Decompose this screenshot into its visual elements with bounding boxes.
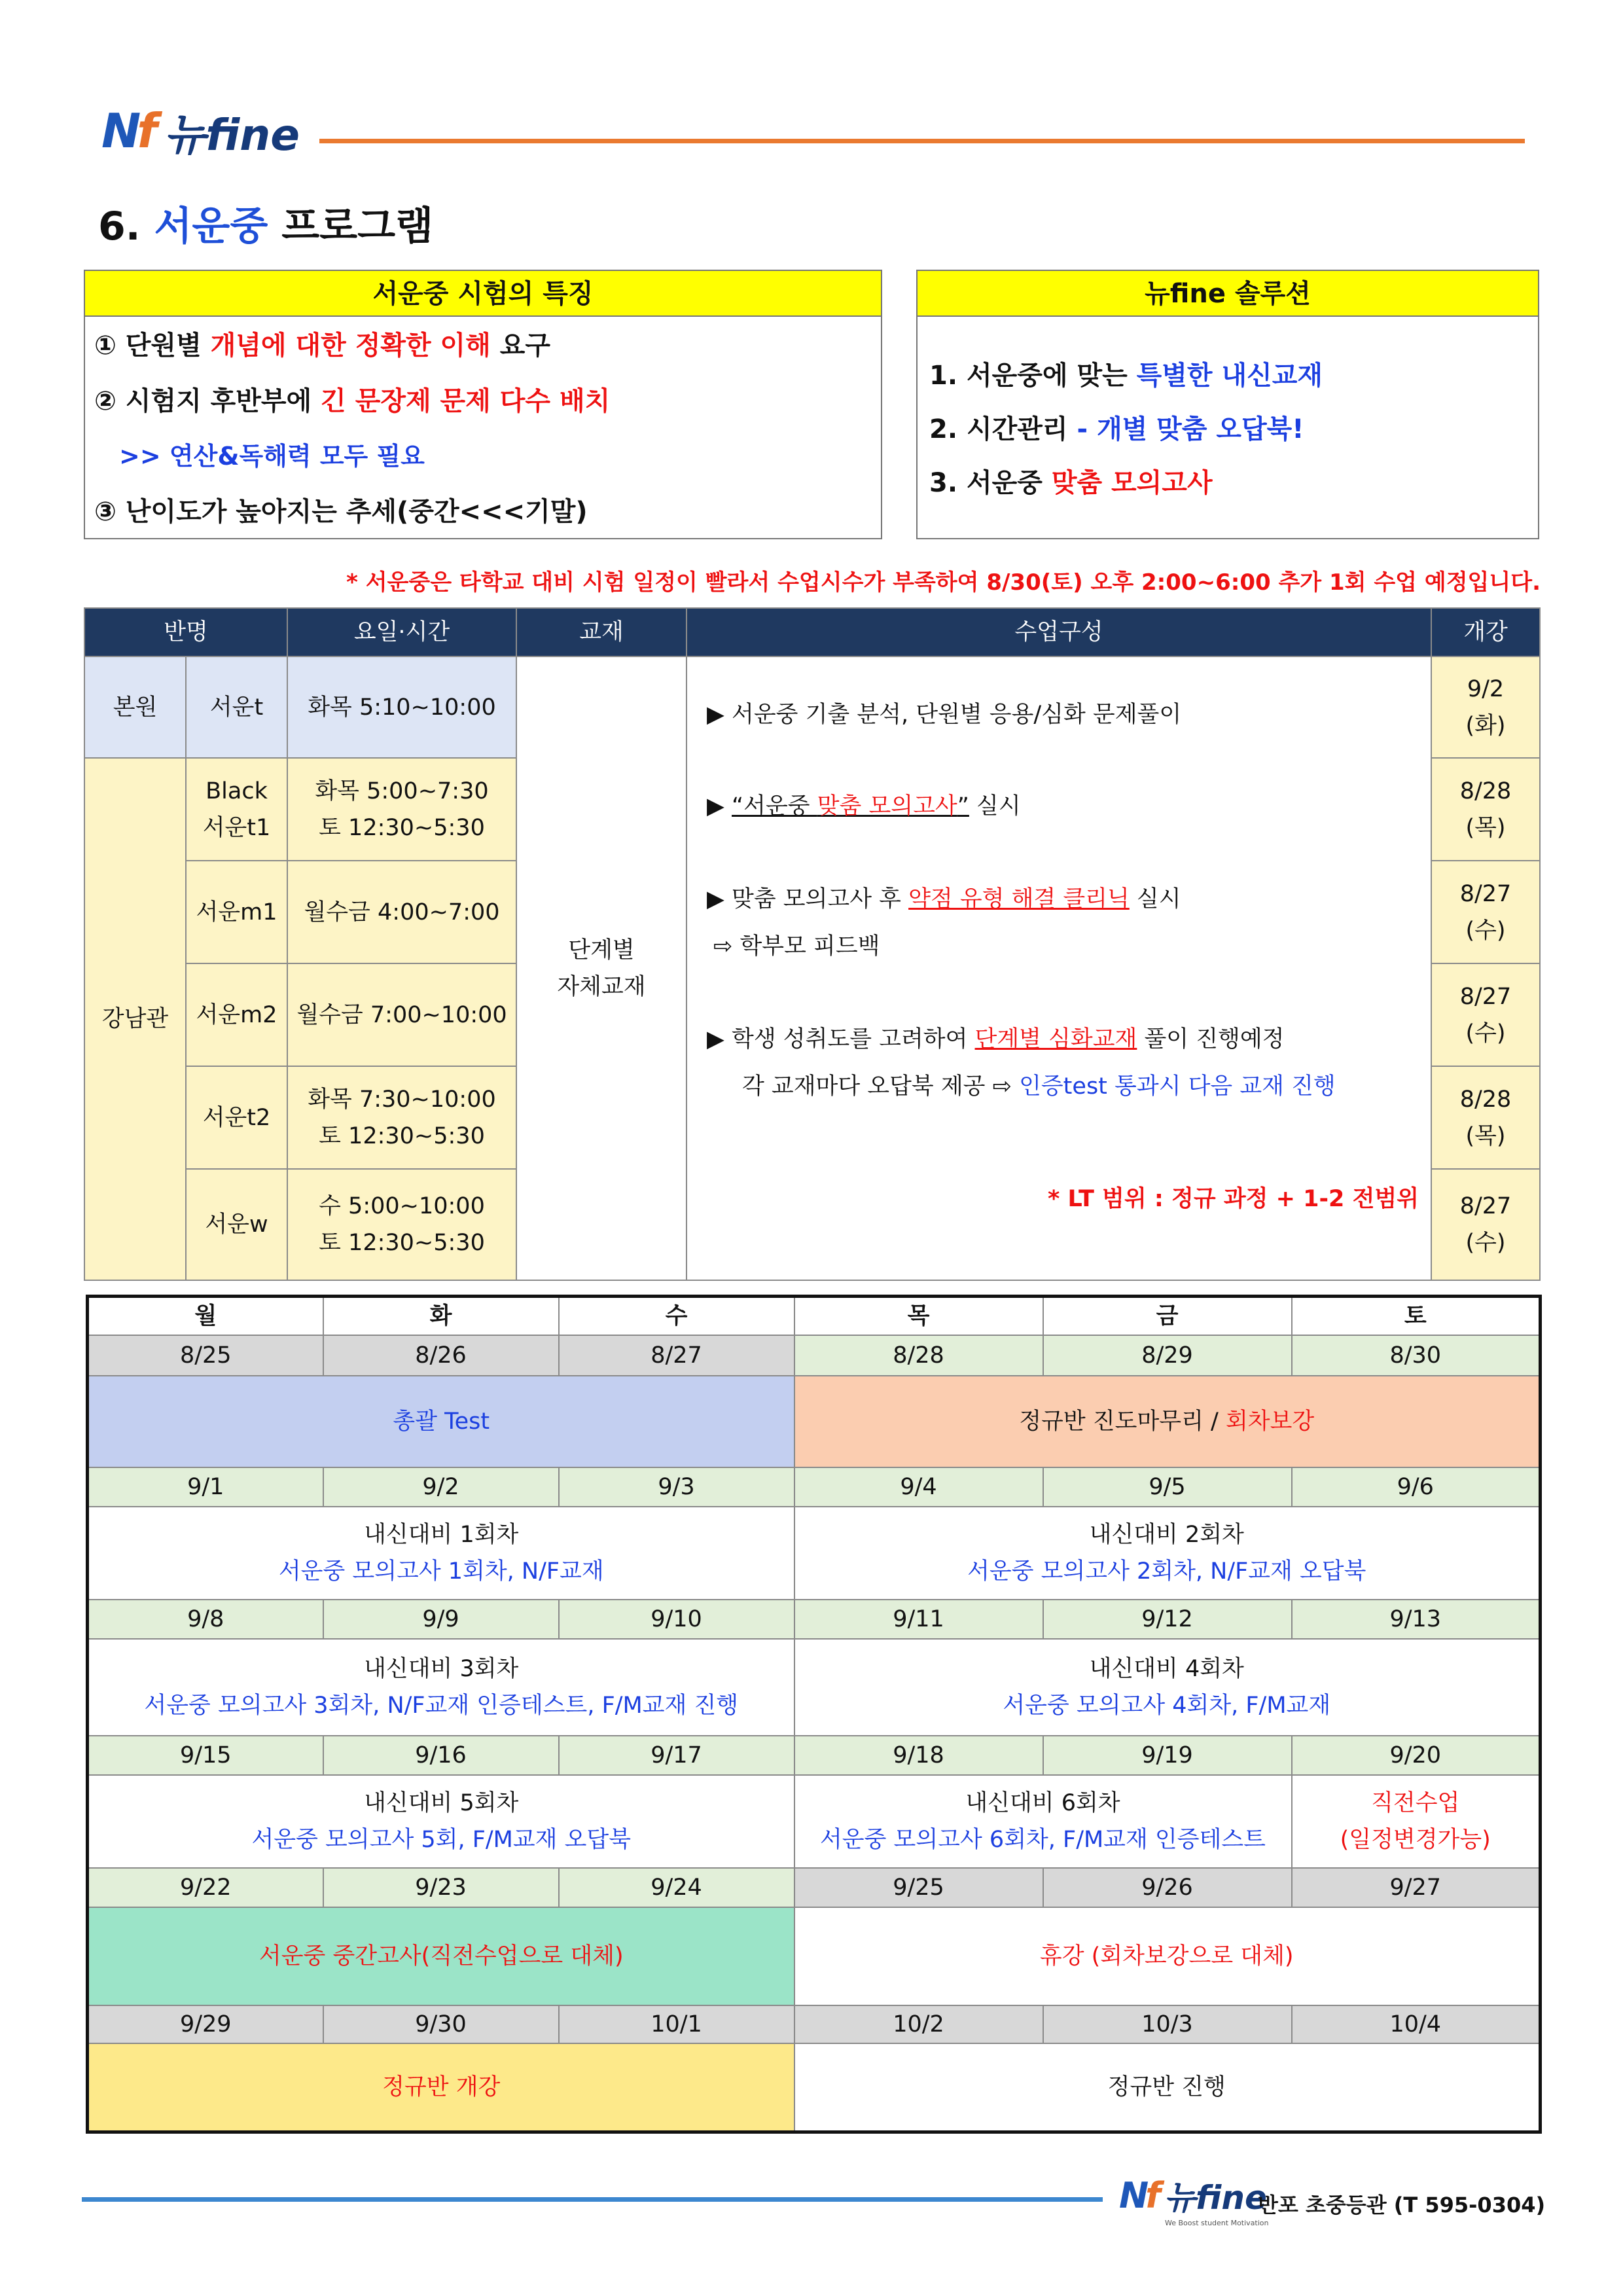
branch-gangnam: 강남관 [84, 758, 186, 1280]
branch-main: 본원 [84, 656, 186, 758]
schedule-event-row [88, 1907, 1541, 2005]
date-row [88, 2005, 1541, 2043]
date-cell: 9/3 [559, 1467, 794, 1507]
event-session-2: 내신대비 2회차 서운중 모의고사 2회차, N/F교재 오답북 [794, 1507, 1541, 1600]
class-name: 서운t [186, 656, 287, 758]
date-cell: 8/27 [559, 1335, 794, 1376]
schedule-event-row [88, 1639, 1541, 1736]
weekday-header: 월 [88, 1297, 323, 1336]
date-cell: 9/6 [1292, 1467, 1541, 1507]
schedule-event-row [88, 2043, 1541, 2132]
class-time: 화목 5:00~7:30 토 12:30~5:30 [287, 758, 516, 861]
desc-line-3: ▶ 맞춤 모의고사 후 약점 유형 해결 클리닉 실시 [707, 886, 1181, 912]
class-row [84, 656, 1540, 758]
footer-divider [82, 2197, 1103, 2202]
feature-line-2: ② 시험지 후반부에 긴 문장제 문제 다수 배치 [94, 386, 611, 416]
header-opening: 개강 [1431, 608, 1540, 656]
weekday-header: 금 [1043, 1297, 1292, 1336]
weekday-header: 수 [559, 1297, 794, 1336]
date-cell: 9/2 [323, 1467, 559, 1507]
event-session-4: 내신대비 4회차 서운중 모의고사 4회차, F/M교재 [794, 1639, 1541, 1736]
date-row [88, 1467, 1541, 1507]
date-cell: 9/16 [323, 1736, 559, 1775]
schedule-event-row [88, 1775, 1541, 1868]
header-composition: 수업구성 [687, 608, 1431, 656]
date-cell: 9/10 [559, 1600, 794, 1639]
date-cell: 9/29 [88, 2005, 323, 2043]
date-cell: 10/1 [559, 2005, 794, 2043]
schedule-notice: * 서운중은 타학교 대비 시험 일정이 빨라서 수업시수가 부족하여 8/30(토) 오후 2:00~6:00 추가 1회 수업 예정입니다. [346, 569, 1541, 596]
opening-date: 8/27 (수) [1431, 963, 1540, 1066]
solution-line-1: 1. 서운중에 맞는 특별한 내신교재 [929, 361, 1323, 391]
event-regular-progress: 정규반 진행 [794, 2043, 1541, 2132]
date-cell: 8/29 [1043, 1335, 1292, 1376]
footer-logo [1119, 2172, 1269, 2227]
date-cell: 9/23 [323, 1868, 559, 1907]
date-cell: 8/30 [1292, 1335, 1541, 1376]
lt-range-note: * LT 범위 : 정규 과정 + 1-2 전범위 [1047, 1186, 1419, 1212]
event-midterm-exam: 서운중 중간고사(직전수업으로 대체) [88, 1907, 794, 2005]
footer-branch-info: 반포 초중등관 (T 595-0304) [1258, 2193, 1546, 2217]
weekday-header-row [88, 1297, 1541, 1336]
header-divider [319, 139, 1525, 143]
solutions-title: 뉴fine 솔루션 [918, 271, 1538, 317]
class-name: 서운t2 [186, 1066, 287, 1169]
class-name: 서운m2 [186, 963, 287, 1066]
schedule-event-row [88, 1507, 1541, 1600]
date-cell: 10/2 [794, 2005, 1043, 2043]
opening-date: 8/28 (목) [1431, 758, 1540, 861]
date-cell: 9/11 [794, 1600, 1043, 1639]
header-textbook: 교재 [516, 608, 687, 656]
date-cell: 9/12 [1043, 1600, 1292, 1639]
class-time: 수 5:00~10:00 토 12:30~5:30 [287, 1169, 516, 1280]
date-cell: 9/15 [88, 1736, 323, 1775]
date-cell: 9/30 [323, 2005, 559, 2043]
textbook-cell: 단계별 자체교재 [516, 656, 687, 1280]
weekday-header: 화 [323, 1297, 559, 1336]
event-overall-test: 총괄 Test [88, 1376, 794, 1467]
schedule-table [86, 1295, 1542, 2134]
date-cell: 9/4 [794, 1467, 1043, 1507]
opening-date: 8/27 (수) [1431, 861, 1540, 963]
date-row [88, 1868, 1541, 1907]
class-time: 월수금 4:00~7:00 [287, 861, 516, 963]
event-regular-wrapup: 정규반 진도마무리 / 회차보강 [794, 1376, 1541, 1467]
date-row [88, 1736, 1541, 1775]
date-cell: 9/8 [88, 1600, 323, 1639]
date-cell: 9/5 [1043, 1467, 1292, 1507]
date-cell: 9/27 [1292, 1868, 1541, 1907]
date-cell: 9/1 [88, 1467, 323, 1507]
date-cell: 8/26 [323, 1335, 559, 1376]
date-cell: 9/25 [794, 1868, 1043, 1907]
header-class-name: 반명 [84, 608, 287, 656]
date-cell: 9/9 [323, 1600, 559, 1639]
event-regular-open: 정규반 개강 [88, 2043, 794, 2132]
page-title: 6. 서운중 프로그램 [98, 204, 434, 249]
desc-line-5: ▶ 학생 성취도를 고려하여 단계별 심화교재 풀이 진행예정 [707, 1026, 1285, 1052]
course-composition [687, 656, 1431, 1280]
date-cell: 8/25 [88, 1335, 323, 1376]
weekday-header: 토 [1292, 1297, 1541, 1336]
date-cell: 9/19 [1043, 1736, 1292, 1775]
date-cell: 9/24 [559, 1868, 794, 1907]
class-time: 화목 5:10~10:00 [287, 656, 516, 758]
footer-tagline: We Boost student Motivation [1165, 2219, 1269, 2227]
exam-features-box [84, 270, 882, 539]
feature-line-1: ① 단원별 개념에 대한 정확한 이해 요구 [94, 331, 551, 361]
class-time: 월수금 7:00~10:00 [287, 963, 516, 1066]
footer-logo-mark: Nf [1119, 2174, 1158, 2216]
brand-logo [101, 101, 300, 160]
header-time: 요일·시간 [287, 608, 516, 656]
logo-name: 뉴fine [164, 109, 300, 160]
desc-line-6: 각 교재마다 오답북 제공 ⇨ 인증test 통과시 다음 교재 진행 [742, 1073, 1336, 1100]
solution-line-3: 3. 서운중 맞춤 모의고사 [929, 468, 1213, 498]
date-cell: 8/28 [794, 1335, 1043, 1376]
opening-date: 8/28 (목) [1431, 1066, 1540, 1169]
weekday-header: 목 [794, 1297, 1043, 1336]
date-row [88, 1600, 1541, 1639]
date-cell: 10/4 [1292, 2005, 1541, 2043]
class-table-header [84, 608, 1540, 656]
desc-line-1: ▶ 서운중 기출 분석, 단원별 응용/심화 문제풀이 [707, 702, 1182, 728]
class-name: 서운w [186, 1169, 287, 1280]
event-session-5: 내신대비 5회차 서운중 모의고사 5회, F/M교재 오답북 [88, 1775, 794, 1868]
event-session-6: 내신대비 6회차 서운중 모의고사 6회차, F/M교재 인증테스트 [794, 1775, 1292, 1868]
event-final-class: 직전수업 (일정변경가능) [1292, 1775, 1541, 1868]
opening-date: 9/2 (화) [1431, 656, 1540, 758]
date-cell: 9/17 [559, 1736, 794, 1775]
event-session-1: 내신대비 1회차 서운중 모의고사 1회차, N/F교재 [88, 1507, 794, 1600]
date-cell: 9/18 [794, 1736, 1043, 1775]
event-session-3: 내신대비 3회차 서운중 모의고사 3회차, N/F교재 인증테스트, F/M교재 진행 [88, 1639, 794, 1736]
feature-line-3: >> 연산&독해력 모두 필요 [119, 442, 425, 471]
exam-features-title: 서운중 시험의 특징 [85, 271, 881, 317]
date-cell: 9/22 [88, 1868, 323, 1907]
feature-line-4: ③ 난이도가 높아지는 추세(중간<<<기말) [94, 497, 588, 527]
date-cell: 9/20 [1292, 1736, 1541, 1775]
logo-mark: Nf [101, 103, 154, 158]
desc-line-4: ⇨ 학부모 피드백 [713, 933, 880, 960]
class-name: 서운m1 [186, 861, 287, 963]
solutions-box [916, 270, 1539, 539]
desc-line-2: ▶ “서운중 맞춤 모의고사” 실시 [707, 793, 1021, 819]
footer-logo-name: 뉴fine [1164, 2179, 1267, 2217]
date-row [88, 1335, 1541, 1376]
class-name: Black 서운t1 [186, 758, 287, 861]
class-table [84, 607, 1541, 1281]
date-cell: 9/13 [1292, 1600, 1541, 1639]
opening-date: 8/27 (수) [1431, 1169, 1540, 1280]
date-cell: 10/3 [1043, 2005, 1292, 2043]
solution-line-2: 2. 시간관리 - 개별 맞춤 오답북! [929, 414, 1304, 444]
event-break: 휴강 (회차보강으로 대체) [794, 1907, 1541, 2005]
schedule-event-row [88, 1376, 1541, 1467]
date-cell: 9/26 [1043, 1868, 1292, 1907]
class-time: 화목 7:30~10:00 토 12:30~5:30 [287, 1066, 516, 1169]
